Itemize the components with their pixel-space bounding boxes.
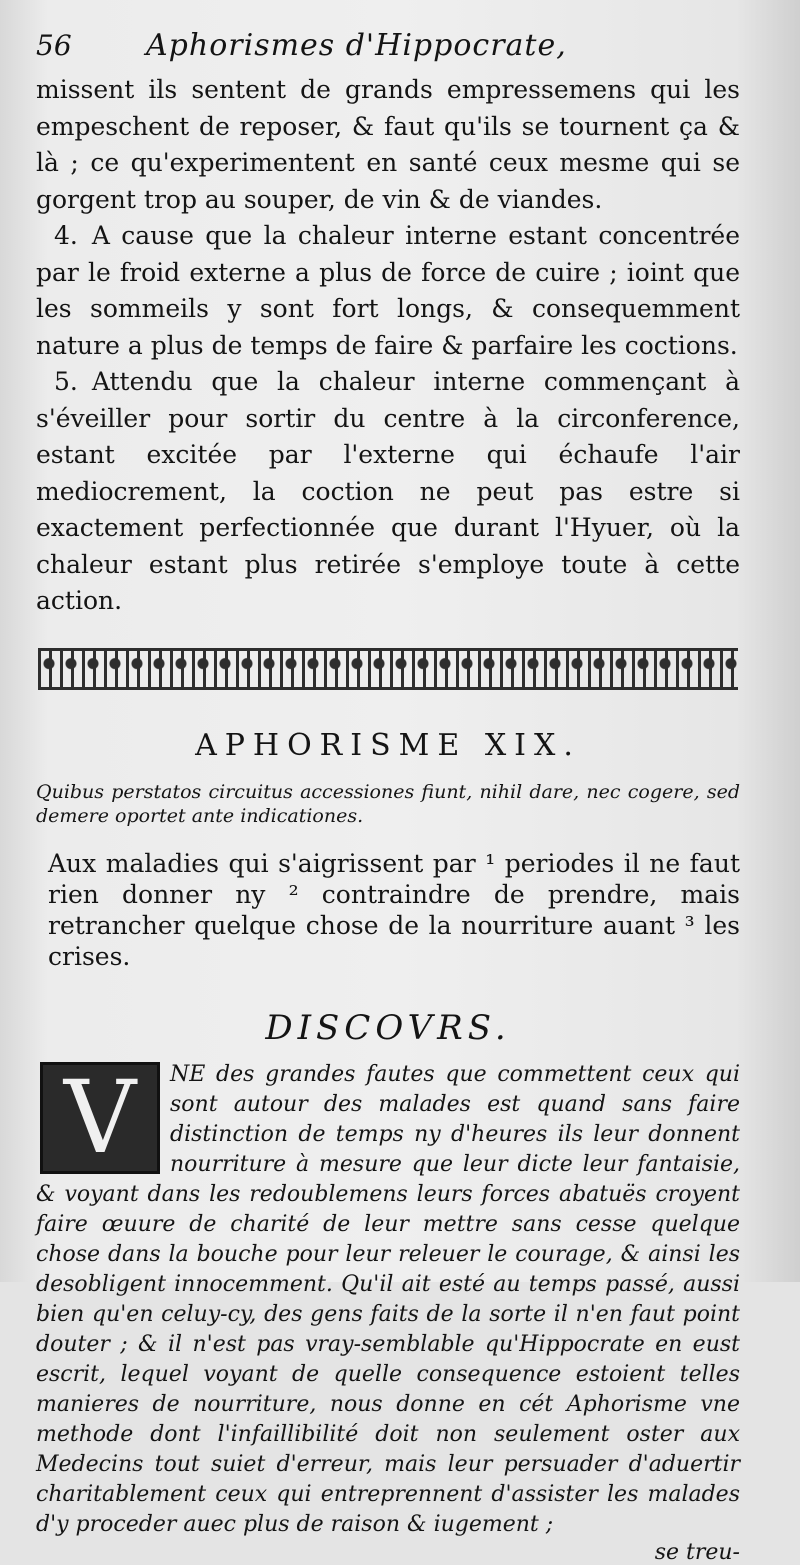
discours-title: DISCOVRS. [265,1007,511,1048]
french-aphorism: Aux maladies qui s'aigrissent par ¹ periodes il ne faut rien donner ny ² contraindre de prendre, mais retrancher quelque chose de la nourriture auant ³ les crises. [48,848,740,971]
latin-aphorism: Quibus perstatos circuitus accessiones fiunt, nihil dare, nec cogere, sed demere oportet ante indicationes. [36,780,740,827]
ornamental-band [38,648,738,690]
commentary-continuation: missent ils sentent de grands empressemens qui les empeschent de reposer, & faut qu'ils se tournent ça & là ; ce qu'experimentent en santé ceux mesme qui se gorgent trop au souper, de vin & de viandes. [36,75,740,214]
paragraph-number: 4. [54,221,78,250]
running-head: Aphorismes d'Hippocrate, [146,28,567,63]
paragraph-text: A cause que la chaleur interne estant concentrée par le froid externe a plus de force de cuire ; ioint que les sommeils y sont fort longs, & consequemment nature a plus de temps de faire & parfaire les coctions. [36,221,740,360]
paragraph-text: Attendu que la chaleur interne commençant à s'éveiller pour sortir du centre à la circonference, estant excitée par l'externe qui échaufe l'air mediocrement, la coction ne peut pas estre si exactement perfectionnée que durant l'Hyuer, où la chaleur estant plus retirée s'employe toute à cette action. [36,367,740,615]
page-number: 56 [36,29,72,62]
commentary-paragraph-4 [36,218,740,364]
commentary-paragraph-5 [36,364,740,620]
catchword: se treu- [654,1539,740,1565]
decorated-initial: V [40,1062,160,1174]
aphorism-title: APHORISME XIX. [195,727,581,763]
discours-text: NE des grandes fautes que commettent ceux qui sont autour des malades est quand sans faire distinction de temps ny d'heures ils leur donnent nourriture à mesure que leur dicte leur fantaisie, & voyant dans les redoublemens leurs forces abatuës croyent faire œuure de charité de leur mettre sans cesse quelque chose dans la bouche pour leur releuer le courage, & ainsi les desobligent innocemment. Qu'il ait esté au temps passé, aussi bien qu'en celuy-cy, des gens faits de la sorte il n'en faut point douter ; & il n'est pas vray-semblable qu'Hippocrate en eust escrit, lequel voyant de quelle consequence estoient telles manieres de nourriture, nous donne en cét Aphorisme vne methode dont l'infaillibilité doit non seulement oster aux Medecins tout suiet d'erreur, mais leur persuader d'aduertir charitablement ceux qui entreprennent d'assister les malades d'y proceder auec plus de raison & iugement ; [36,1061,740,1537]
discours-body [36,1060,740,1540]
paragraph-number: 5. [54,367,78,396]
page-header [36,28,740,72]
